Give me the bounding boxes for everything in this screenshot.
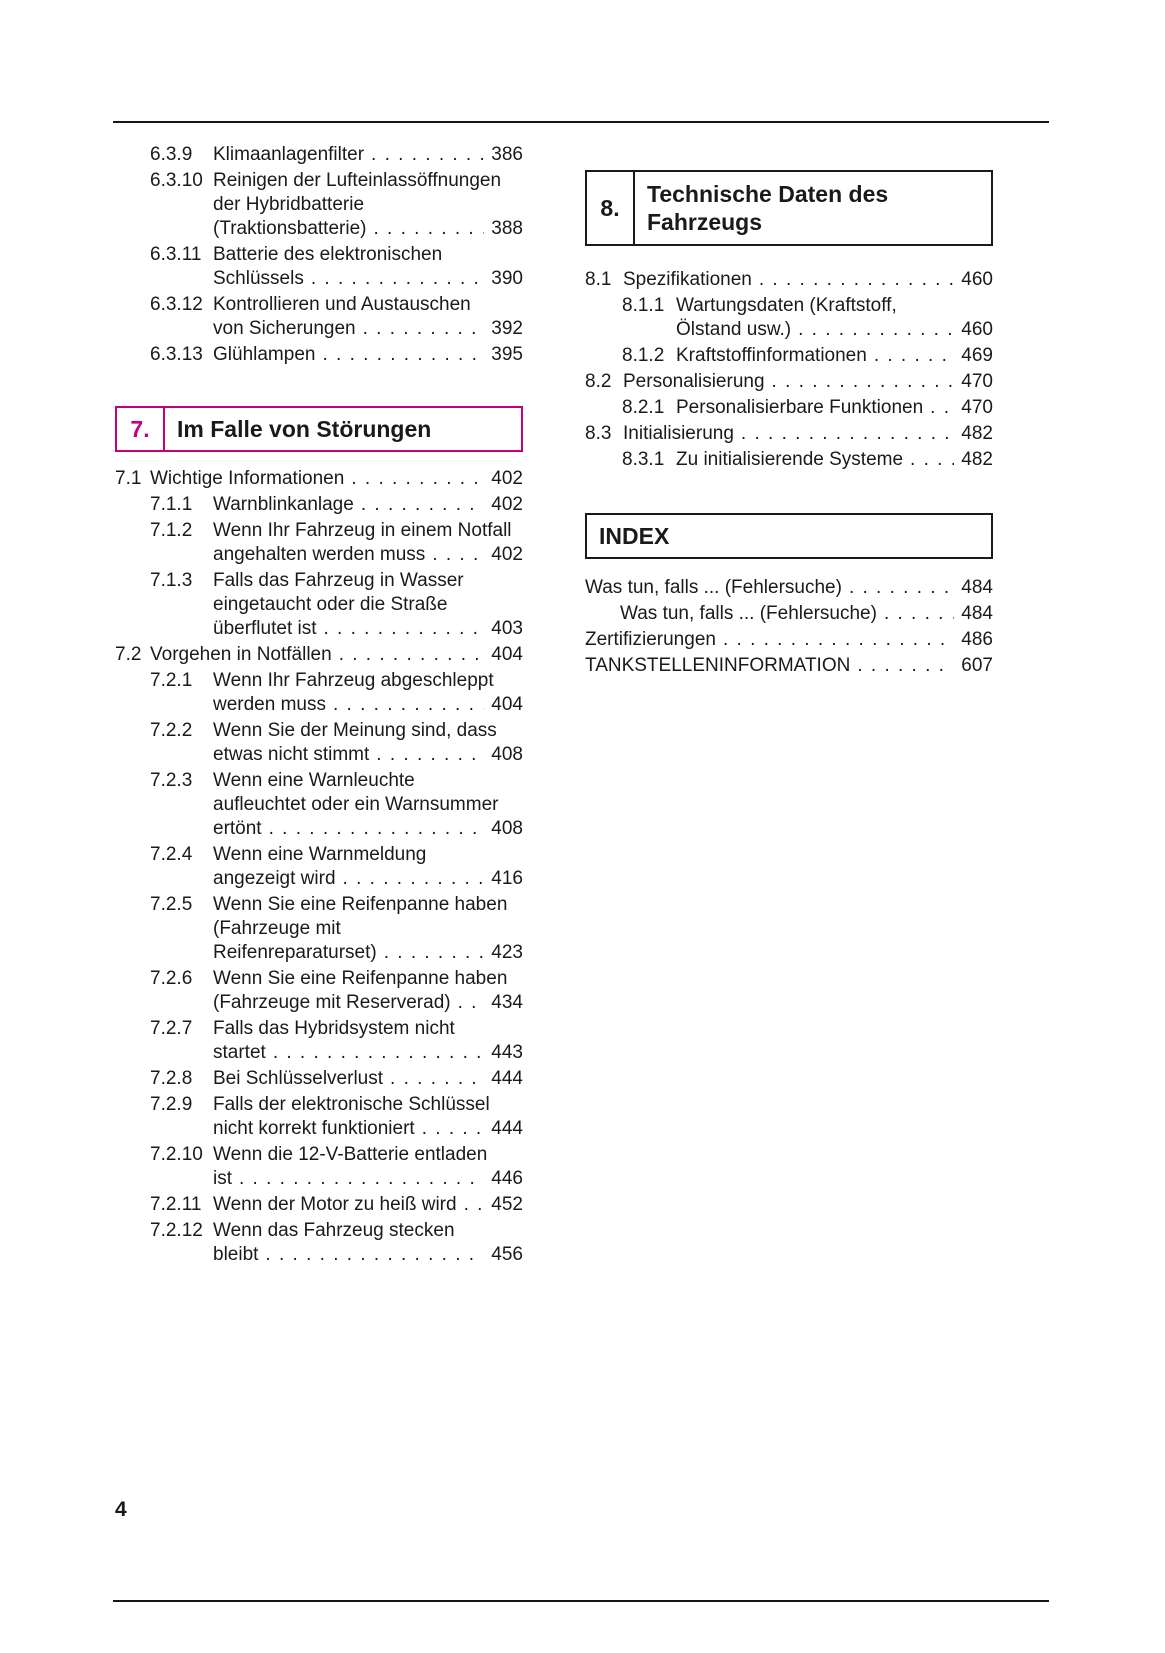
toc-entry [585, 628, 993, 652]
entry-text: Falls das Hybridsystem nicht [213, 1018, 455, 1039]
dot-leader [384, 941, 484, 965]
entry-text: Was tun, falls ... (Fehlersuche) [620, 603, 877, 624]
entry-number: 7.2.6 [150, 968, 193, 989]
entry-number: 7.2.11 [150, 1194, 202, 1215]
toc-entry [115, 1017, 523, 1065]
entry-text: Wenn die 12-V-Batterie entladen [213, 1144, 488, 1165]
entry-number: 7.2.8 [150, 1068, 193, 1089]
dot-leader [759, 268, 954, 292]
entry-number: 7.2.1 [150, 670, 193, 691]
page-number: 4 [115, 1498, 127, 1521]
entry-page-number: 460 [961, 319, 993, 340]
entry-page-number: 444 [491, 1118, 523, 1139]
toc-entry [115, 293, 523, 341]
dot-leader [849, 576, 954, 600]
entry-number: 8.2.1 [622, 397, 665, 418]
entry-text: Personalisierung [623, 371, 765, 392]
entry-number: 6.3.9 [150, 144, 193, 165]
entry-text: Falls der elektronische Schlüssel [213, 1094, 490, 1115]
entry-page-number: 443 [491, 1042, 523, 1063]
dot-leader [373, 217, 484, 241]
entry-text: (Fahrzeuge mit [213, 918, 341, 939]
toc-entry [115, 1193, 523, 1217]
entry-number: 8.1.1 [622, 295, 665, 316]
entry-text: Wenn Sie eine Reifenpanne haben [213, 968, 508, 989]
entry-number: 7.1.3 [150, 570, 193, 591]
entry-page-number: 452 [491, 1194, 523, 1215]
entry-text: Wenn Ihr Fahrzeug abgeschleppt [213, 670, 494, 691]
entry-number: 7.2.4 [150, 844, 193, 865]
toc-entry [115, 1067, 523, 1091]
entry-number: 7.2.3 [150, 770, 193, 791]
entry-page-number: 469 [961, 345, 993, 366]
dot-leader [857, 654, 954, 678]
entry-page-number: 404 [491, 694, 523, 715]
dot-leader [458, 991, 484, 1015]
entry-number: 6.3.10 [150, 170, 203, 191]
toc-entry [585, 396, 993, 420]
toc-entry [585, 602, 993, 626]
entry-page-number: 446 [491, 1168, 523, 1189]
toc-entry [585, 448, 993, 472]
entry-page-number: 403 [491, 618, 523, 639]
entry-page-number: 456 [491, 1244, 523, 1265]
dot-leader [363, 317, 484, 341]
toc-entry [115, 343, 523, 367]
entry-text: Initialisierung [623, 423, 734, 444]
toc-entry [115, 769, 523, 841]
entry-number: 7.2.2 [150, 720, 193, 741]
entry-text: eingetaucht oder die Straße [213, 594, 448, 615]
entry-text: Warnblinkanlage [213, 494, 354, 515]
dot-leader [361, 493, 484, 517]
index-title: INDEX [599, 523, 670, 549]
entry-text: Was tun, falls ... (Fehlersuche) [585, 577, 842, 598]
dot-leader [371, 143, 484, 167]
section8-heading-box [585, 170, 993, 246]
entry-number: 7.2.9 [150, 1094, 193, 1115]
dot-leader [390, 1067, 484, 1091]
toc-entry [585, 422, 993, 446]
entry-text: Zu initialisierende Systeme [676, 449, 904, 470]
entry-text: Wenn Ihr Fahrzeug in einem Notfall [213, 520, 512, 541]
entry-text: Spezifikationen [623, 269, 752, 290]
section7-title: Im Falle von Störungen [177, 416, 432, 442]
entry-page-number: 607 [961, 655, 993, 676]
entry-text: Reifenreparaturset) [213, 942, 377, 963]
entry-page-number: 470 [961, 371, 993, 392]
section8-number: 8. [587, 172, 635, 244]
section8-entry-list [585, 268, 993, 472]
entry-page-number: 408 [491, 744, 523, 765]
entry-page-number: 423 [491, 942, 523, 963]
left-column [115, 143, 523, 1269]
entry-text: Wenn der Motor zu heiß wird [213, 1194, 457, 1215]
entry-page-number: 460 [961, 269, 993, 290]
entry-page-number: 390 [491, 268, 523, 289]
entry-page-number: 402 [491, 494, 523, 515]
entry-text: Glühlampen [213, 344, 316, 365]
dot-leader [239, 1167, 484, 1191]
entry-text: TANKSTELLENINFORMATION [585, 655, 851, 676]
dot-leader [422, 1117, 484, 1141]
dot-leader [741, 422, 954, 446]
toc-entry [585, 294, 993, 342]
section8-title-line1: Technische Daten des [647, 181, 889, 207]
dot-leader [930, 396, 954, 420]
entry-text: Reinigen der Lufteinlassöffnungen [213, 170, 502, 191]
entry-text: Wartungsdaten (Kraftstoff, [676, 295, 897, 316]
entry-text: Vorgehen in Notfällen [150, 644, 332, 665]
index-entry-list [585, 576, 993, 678]
entry-page-number: 416 [491, 868, 523, 889]
index-heading-box [585, 513, 993, 559]
entry-page-number: 444 [491, 1068, 523, 1089]
bottom-rule [113, 1600, 1049, 1602]
toc-entry [115, 669, 523, 717]
entry-text: Wenn das Fahrzeug stecken [213, 1220, 455, 1241]
toc-entry [585, 370, 993, 394]
entry-number: 8.3 [585, 423, 612, 444]
entry-text: (Fahrzeuge mit Reserverad) [213, 992, 451, 1013]
entry-text: bleibt [213, 1244, 259, 1265]
toc-entry [115, 569, 523, 641]
entry-number: 7.2.5 [150, 894, 193, 915]
dot-leader [343, 867, 484, 891]
entry-number: 7.2.12 [150, 1220, 203, 1241]
entry-text: Bei Schlüsselverlust [213, 1068, 384, 1089]
entry-page-number: 408 [491, 818, 523, 839]
entry-text: Wenn Sie der Meinung sind, dass [213, 720, 497, 741]
dot-leader [874, 344, 954, 368]
entry-text: etwas nicht stimmt [213, 744, 370, 765]
entry-page-number: 402 [491, 468, 523, 489]
dot-leader [322, 343, 484, 367]
section7-number: 7. [117, 408, 165, 450]
entry-page-number: 482 [961, 449, 993, 470]
dot-leader [464, 1193, 484, 1217]
dot-leader [311, 267, 484, 291]
dot-leader [884, 602, 954, 626]
entry-page-number: 484 [961, 577, 993, 598]
entry-text: Wenn eine Warnleuchte [213, 770, 415, 791]
toc-entry [115, 467, 523, 491]
entry-text: nicht korrekt funktioniert [213, 1118, 415, 1139]
entry-number: 8.1 [585, 269, 612, 290]
dot-leader [269, 817, 484, 841]
toc-entry [585, 576, 993, 600]
entry-text: angehalten werden muss [213, 544, 426, 565]
toc-entry [115, 643, 523, 667]
entry-number: 7.1.1 [150, 494, 193, 515]
entry-text: Falls das Fahrzeug in Wasser [213, 570, 464, 591]
entry-text: Wenn eine Warnmeldung [213, 844, 427, 865]
entry-text: aufleuchtet oder ein Warnsummer [213, 794, 499, 815]
toc-entry [585, 654, 993, 678]
entry-number: 6.3.11 [150, 244, 202, 265]
toc-entry [115, 843, 523, 891]
entry-text: von Sicherungen [213, 318, 356, 339]
entry-text: Batterie des elektronischen [213, 244, 443, 265]
dot-leader [432, 543, 484, 567]
entry-number: 6.3.13 [150, 344, 203, 365]
entry-page-number: 470 [961, 397, 993, 418]
section7-heading-box [115, 406, 523, 452]
dot-leader [351, 467, 484, 491]
entry-number: 7.1.2 [150, 520, 193, 541]
entry-number: 8.3.1 [622, 449, 665, 470]
entry-page-number: 395 [491, 344, 523, 365]
entry-text: der Hybridbatterie [213, 194, 365, 215]
dot-leader [798, 318, 954, 342]
section8-title-line2: Fahrzeugs [647, 209, 763, 235]
entry-text: Zertifizierungen [585, 629, 716, 650]
entry-page-number: 404 [491, 644, 523, 665]
section7-entry-list [115, 467, 523, 1267]
entry-text: Klimaanlagenfilter [213, 144, 365, 165]
entry-text: startet [213, 1042, 266, 1063]
entry-page-number: 486 [961, 629, 993, 650]
dot-leader [339, 643, 484, 667]
toc-entry [115, 169, 523, 241]
toc-entry [115, 1219, 523, 1267]
entry-text: Personalisierbare Funktionen [676, 397, 924, 418]
toc-entry [585, 268, 993, 292]
entry-number: 7.2 [115, 644, 142, 665]
toc-entry [115, 493, 523, 517]
dot-leader [265, 1243, 484, 1267]
entry-number: 7.1 [115, 468, 142, 489]
entry-number: 7.2.10 [150, 1144, 203, 1165]
entry-text: Ölstand usw.) [676, 319, 792, 340]
dot-leader [324, 617, 485, 641]
toc-entry [115, 519, 523, 567]
entry-number: 7.2.7 [150, 1018, 193, 1039]
entry-text: Wenn Sie eine Reifenpanne haben [213, 894, 508, 915]
dot-leader [273, 1041, 484, 1065]
dot-leader [910, 448, 954, 472]
entry-text: Wichtige Informationen [150, 468, 345, 489]
entry-page-number: 434 [491, 992, 523, 1013]
entry-text: Kraftstoffinformationen [676, 345, 867, 366]
toc-entry [115, 243, 523, 291]
entry-number: 8.2 [585, 371, 612, 392]
toc-entry [115, 893, 523, 965]
entry-text: Schlüssels [213, 268, 304, 289]
toc-entry [115, 143, 523, 167]
toc-entry [585, 344, 993, 368]
entry-text: ist [213, 1168, 232, 1189]
entry-text: werden muss [213, 694, 326, 715]
toc-entry [115, 1093, 523, 1141]
entry-page-number: 388 [491, 218, 523, 239]
entry-text: angezeigt wird [213, 868, 336, 889]
entry-text: überflutet ist [213, 618, 317, 639]
entry-number: 8.1.2 [622, 345, 665, 366]
entry-text: (Traktionsbatterie) [213, 218, 367, 239]
dot-leader [723, 628, 954, 652]
dot-leader [376, 743, 484, 767]
entry-text: Kontrollieren und Austauschen [213, 294, 471, 315]
entry-page-number: 482 [961, 423, 993, 444]
entry-text: ertönt [213, 818, 262, 839]
entry-number: 6.3.12 [150, 294, 203, 315]
right-column [585, 170, 993, 680]
section6-entry-list [115, 143, 523, 367]
entry-page-number: 386 [491, 144, 523, 165]
entry-page-number: 402 [491, 544, 523, 565]
entry-page-number: 392 [491, 318, 523, 339]
dot-leader [333, 693, 484, 717]
toc-entry [115, 967, 523, 1015]
top-rule [113, 121, 1049, 123]
dot-leader [772, 370, 954, 394]
toc-entry [115, 1143, 523, 1191]
entry-page-number: 484 [961, 603, 993, 624]
toc-entry [115, 719, 523, 767]
